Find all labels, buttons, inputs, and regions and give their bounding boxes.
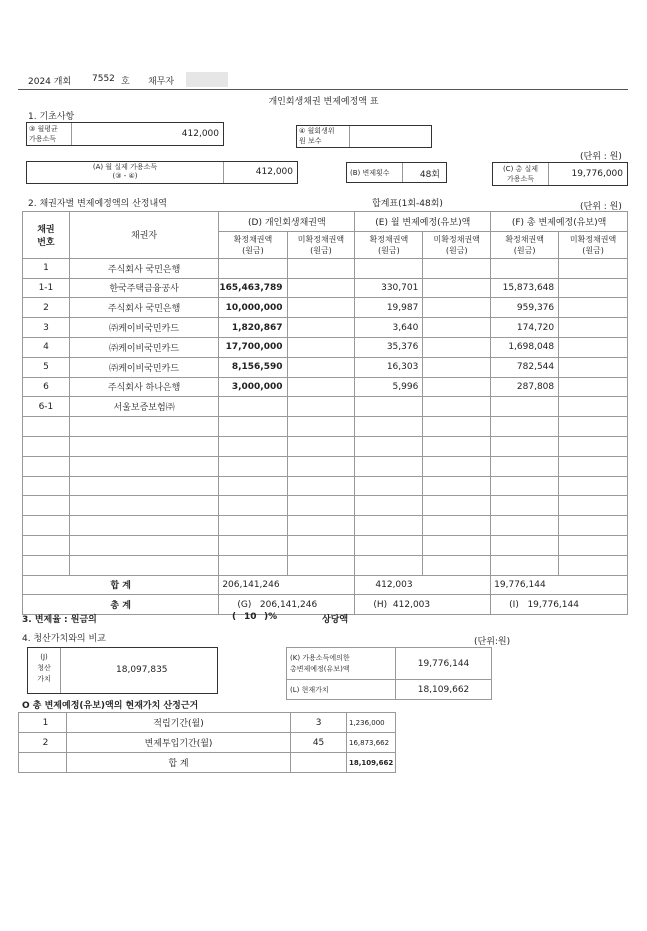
f-confirmed-header: 확정채권액 (원금) — [491, 231, 559, 258]
row-f-unconfirmed — [559, 436, 628, 456]
row-creditor: ㈜케이비국민카드 — [69, 357, 218, 377]
row-creditor — [69, 436, 218, 456]
row-f-confirmed — [491, 258, 559, 278]
row-e-confirmed — [355, 535, 423, 555]
table-row — [23, 357, 628, 377]
col-d-header: (D) 개인회생채권액 — [219, 212, 355, 232]
row-f-confirmed: 174,720 — [491, 318, 559, 338]
row-d-unconfirmed — [287, 278, 355, 298]
row-d-unconfirmed — [287, 555, 355, 575]
comparison-table — [286, 647, 492, 700]
row-d-confirmed: 17,700,000 — [219, 337, 287, 357]
total-label: 총 계 — [23, 595, 219, 615]
pv-label: 적립기간(월) — [66, 713, 290, 733]
pv-months: 3 — [291, 713, 347, 733]
debtor-label: 채무자 — [148, 77, 175, 87]
section3-title: 3. 변제율 : 원금의 — [22, 615, 97, 625]
row-creditor: 주식회사 하나은행 — [69, 377, 218, 397]
row-d-unconfirmed — [287, 516, 355, 536]
k-value: 19,776,144 — [396, 648, 492, 680]
k-label: (K) 가용소득에의한 총변제예정(유보)액 — [287, 648, 396, 680]
row-creditor: 주식회사 국민은행 — [69, 298, 218, 318]
row-e-confirmed: 330,701 — [355, 278, 423, 298]
row-e-confirmed: 19,987 — [355, 298, 423, 318]
row-f-unconfirmed — [559, 337, 628, 357]
pv-label: 변제투입기간(월) — [66, 733, 290, 753]
row-f-confirmed — [491, 535, 559, 555]
row-e-unconfirmed — [423, 535, 491, 555]
row-e-confirmed — [355, 476, 423, 496]
row-f-unconfirmed — [559, 258, 628, 278]
empty-row — [23, 436, 628, 456]
row-d-confirmed — [219, 496, 287, 516]
row-creditor: ㈜케이비국민카드 — [69, 337, 218, 357]
row-e-confirmed — [355, 258, 423, 278]
monthly-income-label-2: 가용소득 — [29, 135, 57, 143]
table-row — [23, 337, 628, 357]
row-e-unconfirmed — [423, 357, 491, 377]
empty-row — [23, 535, 628, 555]
row-e-unconfirmed — [423, 397, 491, 417]
row-e-unconfirmed — [423, 496, 491, 516]
row-e-unconfirmed — [423, 298, 491, 318]
row-d-unconfirmed — [287, 397, 355, 417]
rate-suffix: 상당액 — [322, 615, 349, 625]
row-d-unconfirmed — [287, 377, 355, 397]
present-value-table — [18, 712, 396, 773]
row-e-confirmed — [355, 417, 423, 437]
table-row — [23, 318, 628, 338]
repayment-rate: 10 — [244, 612, 257, 622]
l-value: 18,109,662 — [396, 680, 492, 700]
row-creditor: 서울보증보험㈜ — [69, 397, 218, 417]
row-d-unconfirmed — [287, 476, 355, 496]
empty-row — [23, 417, 628, 437]
subtotal-d: 206,141,246 — [219, 575, 355, 595]
row-d-confirmed — [219, 436, 287, 456]
divider — [223, 162, 224, 183]
row-d-unconfirmed — [287, 436, 355, 456]
row-d-confirmed — [219, 555, 287, 575]
pv-total-value: 18,109,662 — [346, 753, 395, 773]
row-no: 3 — [23, 318, 70, 338]
row-d-confirmed: 10,000,000 — [219, 298, 287, 318]
total-income-value: 19,776,000 — [571, 169, 623, 179]
pv-no: 1 — [19, 713, 67, 733]
row-e-unconfirmed — [423, 417, 491, 437]
row-no: 2 — [23, 298, 70, 318]
repayment-count-box — [346, 162, 447, 183]
subtotal-label: 합 계 — [23, 575, 219, 595]
col-no-header: 채권 번호 — [23, 212, 70, 259]
divider — [402, 163, 403, 182]
section5-title: O 총 변제예정(유보)액의 현재가치 산정근거 — [22, 701, 199, 711]
row-f-confirmed: 959,376 — [491, 298, 559, 318]
row-no — [23, 476, 70, 496]
available-income-value: 412,000 — [255, 167, 293, 177]
row-e-unconfirmed — [423, 555, 491, 575]
pv-value: 16,873,662 — [346, 733, 395, 753]
row-e-confirmed: 5,996 — [355, 377, 423, 397]
trustee-fee-label-2: 원 보수 — [299, 137, 322, 145]
case-ho: 호 — [121, 77, 130, 87]
row-creditor — [69, 496, 218, 516]
row-f-unconfirmed — [559, 357, 628, 377]
row-creditor — [69, 516, 218, 536]
row-e-confirmed — [355, 555, 423, 575]
row-f-unconfirmed — [559, 476, 628, 496]
row-f-confirmed: 287,808 — [491, 377, 559, 397]
row-f-confirmed: 15,873,648 — [491, 278, 559, 298]
row-f-confirmed — [491, 397, 559, 417]
row-d-confirmed: 8,156,590 — [219, 357, 287, 377]
row-e-unconfirmed — [423, 318, 491, 338]
row-e-unconfirmed — [423, 516, 491, 536]
unit-label-1: (단위 : 원) — [580, 152, 622, 162]
row-creditor — [69, 535, 218, 555]
row-e-unconfirmed — [423, 377, 491, 397]
row-f-confirmed — [491, 436, 559, 456]
row-e-confirmed: 3,640 — [355, 318, 423, 338]
row-no — [23, 417, 70, 437]
row-f-unconfirmed — [559, 377, 628, 397]
row-f-confirmed: 1,698,048 — [491, 337, 559, 357]
available-income-formula: (③ - ④) — [112, 172, 138, 180]
row-d-unconfirmed — [287, 496, 355, 516]
trustee-fee-label: ④ 월회생위 — [299, 127, 335, 135]
empty-row — [23, 555, 628, 575]
creditor-table — [22, 211, 628, 615]
pv-total-blank-2 — [291, 753, 347, 773]
row-f-confirmed — [491, 476, 559, 496]
row-no — [23, 555, 70, 575]
row-no: 6-1 — [23, 397, 70, 417]
row-e-unconfirmed — [423, 278, 491, 298]
row-no — [23, 496, 70, 516]
e-confirmed-header: 확정채권액 (원금) — [355, 231, 423, 258]
pv-no: 2 — [19, 733, 67, 753]
repayment-count-label: (B) 변제횟수 — [350, 169, 390, 177]
empty-row — [23, 516, 628, 536]
e-unconfirmed-header: 미확정채권액 (원금) — [423, 231, 491, 258]
total-income-box — [492, 162, 628, 186]
pv-total-label: 합 계 — [66, 753, 290, 773]
monthly-income-label: ③ 월평균 — [29, 125, 58, 133]
row-d-confirmed — [219, 456, 287, 476]
row-d-confirmed: 3,000,000 — [219, 377, 287, 397]
row-d-unconfirmed — [287, 258, 355, 278]
f-unconfirmed-header: 미확정채권액 (원금) — [559, 231, 628, 258]
row-d-unconfirmed — [287, 337, 355, 357]
row-e-confirmed — [355, 496, 423, 516]
liquidation-value: 18,097,835 — [116, 665, 168, 675]
pv-total-blank — [19, 753, 67, 773]
row-f-confirmed — [491, 516, 559, 536]
row-f-unconfirmed — [559, 535, 628, 555]
row-e-confirmed: 16,303 — [355, 357, 423, 377]
row-e-confirmed — [355, 516, 423, 536]
available-income-label: (A) 월 실제 가용소득 — [92, 163, 158, 171]
subtotal-f: 19,776,144 — [491, 575, 628, 595]
row-f-confirmed — [491, 555, 559, 575]
redacted-debtor-name — [186, 72, 228, 87]
pv-row — [19, 733, 396, 753]
row-e-unconfirmed — [423, 258, 491, 278]
row-f-unconfirmed — [559, 298, 628, 318]
repayment-count-value: 48회 — [419, 170, 440, 180]
liquidation-value-label: (J) 청산 가치 — [37, 653, 51, 683]
row-d-confirmed — [219, 535, 287, 555]
unit-label-2: (단위 : 원) — [580, 202, 622, 212]
sum-note: 합계표(1회-48회) — [372, 199, 443, 209]
d-unconfirmed-header: 미확정채권액 (원금) — [287, 231, 355, 258]
table-row — [23, 377, 628, 397]
row-f-unconfirmed — [559, 456, 628, 476]
row-d-unconfirmed — [287, 417, 355, 437]
total-i: (I) 19,776,144 — [491, 595, 628, 615]
col-f-header: (F) 총 변제예정(유보)액 — [491, 212, 628, 232]
row-creditor: 주식회사 국민은행 — [69, 258, 218, 278]
row-d-confirmed: 165,463,789 — [219, 278, 287, 298]
row-e-unconfirmed — [423, 337, 491, 357]
case-year: 2024 개회 — [28, 77, 72, 87]
row-e-confirmed — [355, 397, 423, 417]
row-f-unconfirmed — [559, 417, 628, 437]
pv-row — [19, 713, 396, 733]
table-row — [23, 258, 628, 278]
row-f-unconfirmed — [559, 397, 628, 417]
row-f-unconfirmed — [559, 496, 628, 516]
row-d-unconfirmed — [287, 357, 355, 377]
row-d-unconfirmed — [287, 456, 355, 476]
header-divider — [18, 89, 628, 90]
col-creditor-header: 채권자 — [69, 212, 218, 259]
row-creditor — [69, 476, 218, 496]
total-g: (G) 206,141,246 — [219, 595, 355, 615]
row-no — [23, 456, 70, 476]
table-row — [23, 278, 628, 298]
row-e-unconfirmed — [423, 456, 491, 476]
row-no — [23, 516, 70, 536]
row-d-unconfirmed — [287, 298, 355, 318]
row-creditor — [69, 417, 218, 437]
empty-row — [23, 476, 628, 496]
row-no: 1 — [23, 258, 70, 278]
row-no — [23, 436, 70, 456]
row-creditor: ㈜케이비국민카드 — [69, 318, 218, 338]
row-e-confirmed: 35,376 — [355, 337, 423, 357]
case-number: 7552 — [92, 74, 115, 84]
row-no: 5 — [23, 357, 70, 377]
row-d-confirmed: 1,820,867 — [219, 318, 287, 338]
row-no — [23, 535, 70, 555]
row-d-confirmed — [219, 417, 287, 437]
table-row — [23, 397, 628, 417]
total-h: (H) 412,003 — [355, 595, 491, 615]
monthly-income-box — [26, 122, 224, 146]
rate-paren-open: ( — [232, 612, 237, 622]
total-income-label-2: 가용소득 — [506, 175, 535, 183]
row-e-confirmed — [355, 436, 423, 456]
trustee-fee-box — [296, 125, 432, 148]
row-d-confirmed — [219, 476, 287, 496]
row-f-confirmed — [491, 496, 559, 516]
row-e-confirmed — [355, 456, 423, 476]
divider — [548, 163, 549, 185]
monthly-income-value: 412,000 — [181, 129, 219, 139]
row-no: 4 — [23, 337, 70, 357]
d-confirmed-header: 확정채권액 (원금) — [219, 231, 287, 258]
row-f-confirmed: 782,544 — [491, 357, 559, 377]
unit-label-3: (단위:원) — [474, 637, 511, 647]
liquidation-value-box — [27, 647, 218, 694]
subtotal-e: 412,003 — [355, 575, 491, 595]
document-title: 개인회생채권 변제예정액 표 — [268, 97, 379, 107]
row-no: 6 — [23, 377, 70, 397]
row-d-confirmed — [219, 516, 287, 536]
section2-title: 2. 채권자별 변제예정액의 산정내역 — [28, 199, 167, 209]
row-d-unconfirmed — [287, 535, 355, 555]
row-f-confirmed — [491, 417, 559, 437]
row-d-confirmed — [219, 397, 287, 417]
row-creditor: 한국주택금융공사 — [69, 278, 218, 298]
row-f-unconfirmed — [559, 516, 628, 536]
l-label: (L) 현재가치 — [287, 680, 396, 700]
row-creditor — [69, 555, 218, 575]
table-row — [23, 298, 628, 318]
divider — [71, 123, 72, 145]
row-d-confirmed — [219, 258, 287, 278]
row-no: 1-1 — [23, 278, 70, 298]
row-d-unconfirmed — [287, 318, 355, 338]
rate-paren-close: )% — [264, 612, 278, 622]
available-income-box — [26, 161, 298, 184]
divider — [60, 648, 61, 693]
row-f-confirmed — [491, 456, 559, 476]
divider — [349, 126, 350, 147]
row-e-unconfirmed — [423, 436, 491, 456]
row-f-unconfirmed — [559, 555, 628, 575]
row-f-unconfirmed — [559, 278, 628, 298]
pv-value: 1,236,000 — [346, 713, 395, 733]
total-income-label: (C) 총 실제 — [502, 165, 539, 173]
empty-row — [23, 496, 628, 516]
row-creditor — [69, 456, 218, 476]
section4-title: 4. 청산가치와의 비교 — [22, 634, 106, 644]
empty-row — [23, 456, 628, 476]
row-f-unconfirmed — [559, 318, 628, 338]
col-e-header: (E) 월 변제예정(유보)액 — [355, 212, 491, 232]
row-e-unconfirmed — [423, 476, 491, 496]
pv-months: 45 — [291, 733, 347, 753]
section1-title: 1. 기초사항 — [28, 112, 75, 122]
